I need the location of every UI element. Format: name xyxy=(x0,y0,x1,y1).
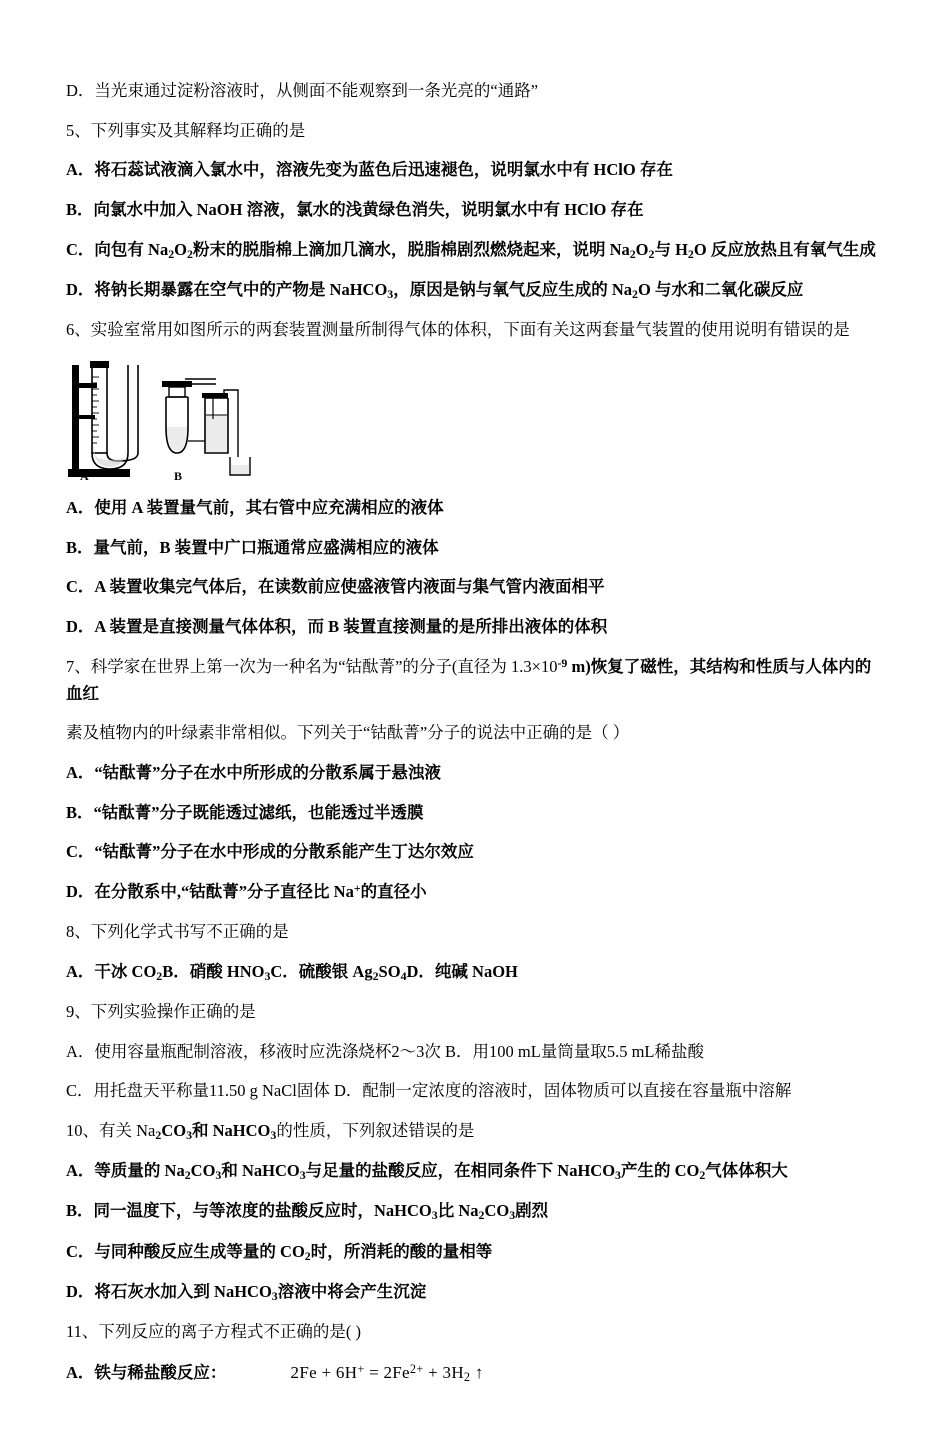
q7d-sup: + xyxy=(353,881,361,896)
figure-label-b: B xyxy=(174,469,183,483)
q5d-sub2: 2 xyxy=(632,287,638,302)
q11a-equation: $2Fe + 6H^+ = 2Fe^{2+} + 3H_2$ ↑ xyxy=(290,1361,484,1384)
q8a-sub: 2 xyxy=(156,968,163,983)
q10a-s4: 3 xyxy=(615,1168,621,1183)
question-7-stem-cont: 素及植物内的叶绿素非常相似。下列关于“钴酞菁”分子的说法中正确的是（ ） xyxy=(66,723,630,743)
question-5-option-b: B．向氯水中加入 NaOH 溶液，氯水的浅黄绿色消失，说明氯水中有 HClO 存在 xyxy=(66,200,644,220)
q10b-s3: 3 xyxy=(509,1208,516,1223)
q10d-p1: D．将石灰水加入到 NaHCO xyxy=(66,1281,272,1301)
apparatus-diagram xyxy=(66,357,326,485)
q8c-text: C．硫酸银 Ag xyxy=(270,961,373,981)
q8c-text2: SO xyxy=(378,961,401,981)
q10-part1: 10、有关 Na xyxy=(66,1120,156,1140)
q10-part2: CO xyxy=(161,1120,187,1140)
q5d-part3: O 与水和二氧化碳反应 xyxy=(637,280,804,300)
q5d-part2: ，原因是钠与氧气反应生成的 Na xyxy=(393,280,633,300)
question-10-option-a xyxy=(66,1158,884,1185)
question-8-option-b xyxy=(162,962,270,981)
question-11-stem: 11、下列反应的离子方程式不正确的是( ) xyxy=(66,1322,362,1341)
question-5-option-a: A．将石蕊试液滴入氯水中，溶液先变为蓝色后迅速褪色，说明氯水中有 HClO 存在 xyxy=(66,160,673,180)
q8a-text: A．干冰 CO xyxy=(66,961,157,981)
question-8-stem: 8、下列化学式书写不正确的是 xyxy=(66,921,289,941)
q10-sub1: 2 xyxy=(155,1127,162,1142)
q10-sub3: 3 xyxy=(270,1127,277,1142)
q11a-label: A．铁与稀盐酸反应： xyxy=(66,1362,227,1382)
question-6-option-a: A．使用 A 装置量气前，其右管中应充满相应的液体 xyxy=(66,498,444,517)
question-7-stem xyxy=(66,654,884,707)
q10a-p2: CO xyxy=(190,1161,216,1181)
question-9-stem: 9、下列实验操作正确的是 xyxy=(66,1001,256,1021)
q10b-p2: 比 Na xyxy=(437,1201,479,1221)
question-9-options-ab: A．使用容量瓶配制溶液，移液时应洗涤烧杯2～3次 B．用100 mL量筒量取5.5 mL稀盐酸 xyxy=(66,1041,704,1061)
question-8-option-c xyxy=(270,962,406,981)
q10a-s5: 2 xyxy=(699,1168,706,1183)
q5c-part5: 与 H xyxy=(654,239,688,259)
q5c-part6: O 反应放热且有氧气生成 xyxy=(693,239,876,259)
q10c-s1: 2 xyxy=(304,1248,311,1263)
q5c-sub5: 2 xyxy=(687,246,694,261)
q10a-s1: 2 xyxy=(184,1168,191,1183)
q8c-sub1: 2 xyxy=(372,968,379,983)
question-8-option-d: D．纯碱 NaOH xyxy=(406,961,518,981)
question-8-options-row xyxy=(66,959,884,986)
q10b-p3: CO xyxy=(484,1201,510,1221)
q5c-part4: O xyxy=(635,239,649,259)
q5c-part3: 粉末的脱脂棉上滴加几滴水，脱脂棉剧烈燃烧起来，说明 Na xyxy=(192,239,630,259)
q10a-p3: 和 NaHCO xyxy=(221,1161,300,1181)
question-6-option-d: D．A 装置是直接测量气体体积，而 B 装置直接测量的是所排出液体的体积 xyxy=(66,617,608,637)
question-8-option-a xyxy=(66,962,162,981)
q5c-sub3: 2 xyxy=(629,246,636,261)
question-4-option-d: D．当光束通过淀粉溶液时，从侧面不能观察到一条光亮的“通路” xyxy=(66,81,539,100)
q10a-p1: A．等质量的 Na xyxy=(66,1161,185,1181)
q10c-p2: 时，所消耗的酸的量相等 xyxy=(310,1241,493,1261)
q8b-sub: 3 xyxy=(264,968,271,983)
question-10-option-c xyxy=(66,1239,884,1266)
question-10-option-d xyxy=(66,1279,884,1306)
q8c-sub2: 4 xyxy=(400,968,407,983)
question-10-option-b xyxy=(66,1198,884,1225)
q10b-s2: 2 xyxy=(478,1208,485,1223)
q5d-part1: D．将钠长期暴露在空气中的产物是 NaHCO xyxy=(66,280,388,300)
question-6-option-c: C．A 装置收集完气体后，在读数前应使盛液管内液面与集气管内液面相平 xyxy=(66,577,605,597)
q7-part1: 7、科学家在世界上第一次为一种名为“钴酞菁”的分子(直径为 1.3×10 xyxy=(66,656,558,676)
question-7-option-b: B．“钴酞菁”分子既能透过滤纸，也能透过半透膜 xyxy=(66,802,424,822)
q7d-part2: 的直径小 xyxy=(360,882,427,902)
q10a-p4: 与足量的盐酸反应，在相同条件下 NaHCO xyxy=(305,1161,616,1181)
q10a-p6: 气体体积大 xyxy=(705,1161,788,1181)
question-6-stem: 6、实验室常用如图所示的两套装置测量所制得气体的体积，下面有关这两套量气装置的使用说明有错误的是 xyxy=(66,320,850,340)
q10d-p2: 溶液中将会产生沉淀 xyxy=(277,1281,427,1301)
question-7-option-a: A．“钴酞菁”分子在水中所形成的分散系属于悬浊液 xyxy=(66,763,441,783)
q7-part2: m)恢复了磁性，其结构和性质与人体内的血红 xyxy=(66,656,872,703)
question-5-option-d xyxy=(66,277,884,304)
q5c-sub2: 2 xyxy=(187,246,193,261)
question-11-option-a xyxy=(66,1359,884,1388)
q7d-part1: D．在分散系中,“钴酞菁”分子直径比 Na xyxy=(66,882,354,902)
q10a-s2: 3 xyxy=(215,1168,222,1183)
q10-part3: 和 NaHCO xyxy=(192,1120,271,1140)
figure-label-a: A xyxy=(80,469,89,483)
q5c-part1: C．向包有 Na xyxy=(66,239,169,259)
question-7-option-d xyxy=(66,879,884,906)
question-6-option-b: B．量气前，B 装置中广口瓶通常应盛满相应的液体 xyxy=(66,537,439,557)
q10b-p1: B．同一温度下，与等浓度的盐酸反应时，NaHCO xyxy=(66,1201,432,1221)
q10a-p5: 产生的 CO xyxy=(620,1161,700,1181)
q10b-p4: 剧烈 xyxy=(515,1201,549,1221)
q10-sub2: 3 xyxy=(186,1127,192,1142)
q10-part4: 的性质，下列叙述错误的是 xyxy=(276,1120,475,1140)
q10b-s1: 3 xyxy=(431,1208,438,1223)
question-5-stem: 5、下列事实及其解释均正确的是 xyxy=(66,120,306,140)
q10a-s3: 3 xyxy=(299,1168,306,1183)
gas-measuring-apparatus-figure xyxy=(66,357,884,489)
q5c-sub4: 2 xyxy=(648,246,655,261)
question-10-stem xyxy=(66,1118,884,1145)
q5c-part2: O xyxy=(174,239,187,259)
q10d-s1: 3 xyxy=(271,1288,278,1303)
q10c-p1: C．与同种酸反应生成等量的 CO xyxy=(66,1241,305,1261)
q5c-sub1: 2 xyxy=(168,246,175,261)
question-9-options-cd: C．用托盘天平称量11.50 g NaCl固体 D．配制一定浓度的溶液时，固体物质可以直接在容量瓶中溶解 xyxy=(66,1081,792,1101)
question-5-option-c xyxy=(66,237,884,264)
q5d-sub1: 3 xyxy=(387,287,394,302)
q8b-text: B．硝酸 HNO xyxy=(162,961,265,981)
q7-exponent: -9 xyxy=(557,655,568,670)
question-7-option-c: C．“钴酞菁”分子在水中形成的分散系能产生丁达尔效应 xyxy=(66,842,474,862)
